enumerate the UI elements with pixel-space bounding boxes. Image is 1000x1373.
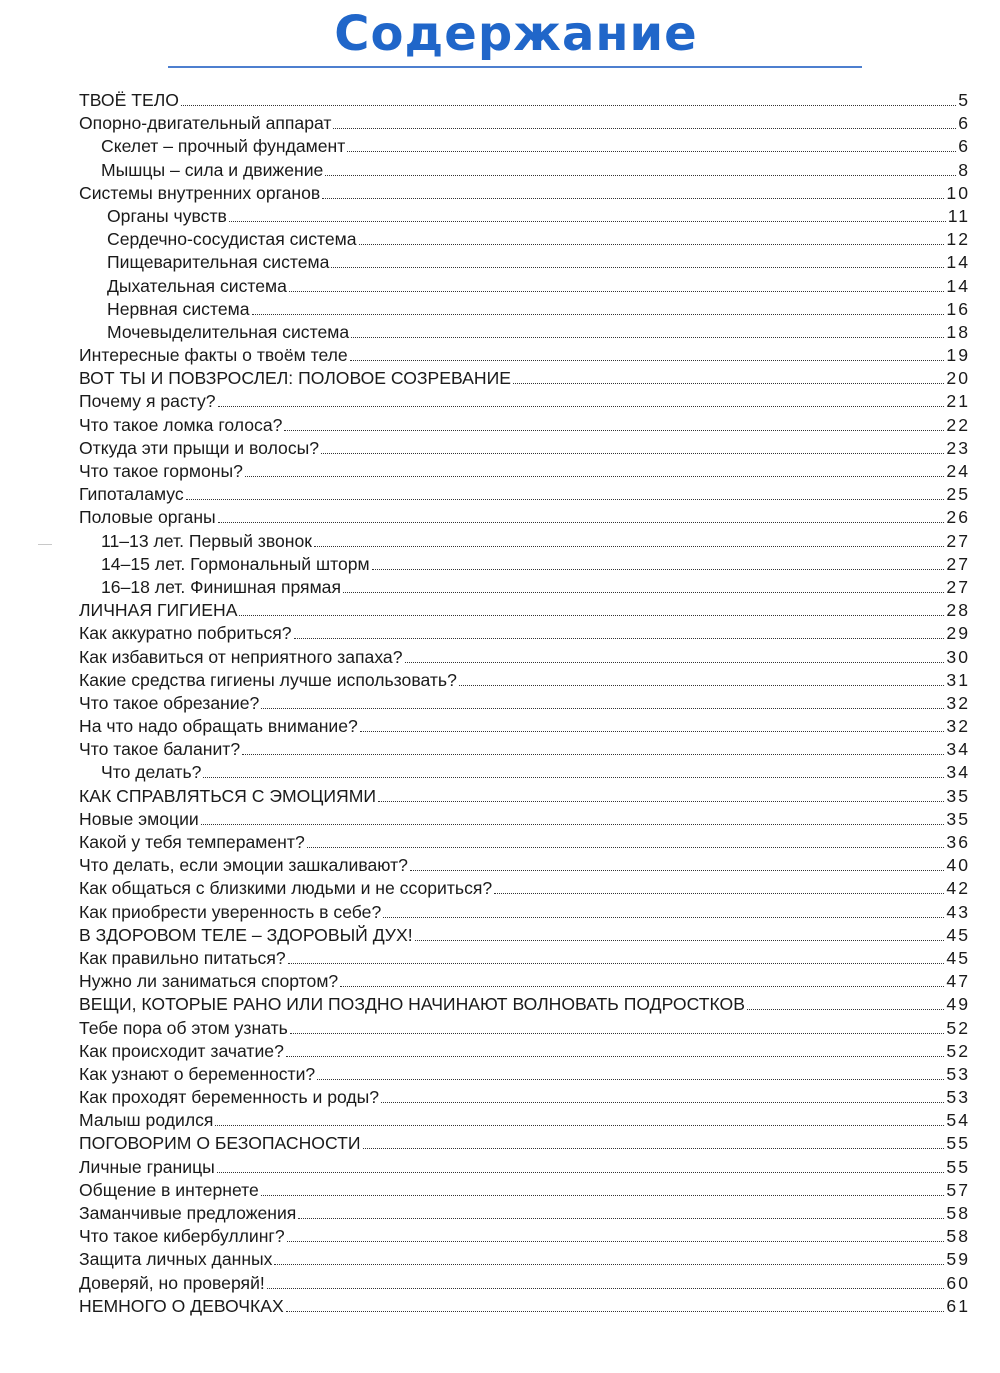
- dot-leader: [314, 546, 944, 547]
- dot-leader: [284, 430, 944, 431]
- toc-entry-page-number: 52: [946, 1040, 970, 1061]
- toc-entry-title: ЛИЧНАЯ ГИГИЕНА: [79, 600, 238, 621]
- toc-entry-page-number: 28: [946, 600, 970, 621]
- dot-leader: [217, 1172, 945, 1173]
- dot-leader: [317, 1079, 944, 1080]
- toc-entry-page-number: 11: [947, 205, 970, 226]
- toc-entry-title: Опорно-двигательный аппарат: [79, 113, 332, 134]
- toc-entry[interactable]: [79, 344, 968, 367]
- toc-entry[interactable]: [79, 970, 968, 993]
- toc-entry-page-number: 45: [946, 947, 970, 968]
- toc-entry-title: КАК СПРАВЛЯТЬСЯ С ЭМОЦИЯМИ: [79, 785, 377, 806]
- dot-leader: [307, 847, 945, 848]
- toc-entry-title: Что делать, если эмоции зашкаливают?: [79, 855, 408, 876]
- toc-entry[interactable]: [79, 205, 968, 228]
- dot-leader: [261, 1195, 945, 1196]
- toc-entry-title: Половые органы: [79, 507, 216, 528]
- toc-entry-page-number: 16: [946, 298, 970, 319]
- toc-entry-title: Личные границы: [79, 1156, 215, 1177]
- toc-entry-title: Органы чувств: [107, 205, 227, 226]
- toc-entry-page-number: 34: [946, 739, 970, 760]
- toc-entry[interactable]: [79, 390, 968, 413]
- toc-entry-page-number: 36: [946, 832, 970, 852]
- toc-entry-page-number: 14: [946, 252, 970, 273]
- toc-entry[interactable]: [79, 576, 968, 599]
- scan-mark: [38, 544, 52, 545]
- toc-entry-title: Что такое ломка голоса?: [79, 414, 283, 435]
- dot-leader: [288, 963, 945, 964]
- toc-entry-title: Как аккуратно побриться?: [79, 623, 292, 644]
- toc-entry[interactable]: [79, 367, 968, 390]
- toc-entry-title: Какие средства гигиены лучше использовать?: [79, 669, 457, 690]
- toc-entry-page-number: 5: [958, 90, 970, 110]
- toc-entry-title: Как проходят беременность и роды?: [79, 1087, 380, 1108]
- dot-leader: [360, 731, 945, 732]
- dot-leader: [245, 476, 945, 477]
- toc-entry-title: Как общаться с близкими людьми и не ссориться?: [79, 878, 493, 899]
- toc-entry-page-number: 59: [946, 1249, 970, 1270]
- toc-entry-page-number: 31: [946, 669, 970, 690]
- toc-entry-page-number: 60: [946, 1272, 970, 1293]
- toc-entry-page-number: 32: [946, 692, 970, 713]
- toc-entry-title: Новые эмоции: [79, 808, 199, 829]
- toc-entry[interactable]: [79, 553, 968, 576]
- toc-entry-title: Нервная система: [107, 298, 250, 319]
- toc-entry-title: Заманчивые предложения: [79, 1203, 297, 1223]
- toc-entry-page-number: 21: [946, 391, 970, 412]
- toc-entry[interactable]: [79, 321, 968, 344]
- toc-entry-page-number: 22: [946, 414, 970, 435]
- toc-entry-page-number: 10: [946, 182, 970, 203]
- toc-entry[interactable]: [79, 135, 968, 158]
- toc-entry-title: Пищеварительная система: [107, 252, 330, 273]
- dot-leader: [261, 708, 944, 709]
- toc-entry-title: Как узнают о беременности?: [79, 1063, 316, 1084]
- toc-entry[interactable]: [79, 993, 968, 1016]
- dot-leader: [239, 615, 944, 616]
- dot-leader: [410, 870, 944, 871]
- toc-entry-page-number: 43: [946, 901, 970, 922]
- toc-entry-page-number: 23: [946, 437, 970, 458]
- toc-entry-page-number: 35: [946, 808, 970, 829]
- toc-entry[interactable]: [79, 1040, 968, 1063]
- toc-entry[interactable]: [79, 89, 968, 112]
- toc-entry[interactable]: [79, 437, 968, 460]
- page-title: Содержание: [334, 6, 698, 62]
- toc-entry-title: Как избавиться от неприятного запаха?: [79, 646, 403, 667]
- toc-entry-title: Что такое обрезание?: [79, 692, 260, 713]
- dot-leader: [290, 1033, 945, 1034]
- toc-entry-title: Сердечно-сосудистая система: [107, 229, 357, 250]
- toc-entry[interactable]: [79, 877, 968, 900]
- toc-entry[interactable]: [79, 182, 968, 205]
- toc-entry-title: 11–13 лет. Первый звонок: [101, 530, 312, 551]
- toc-entry-page-number: 30: [946, 646, 970, 667]
- toc-entry-title: Мочевыделительная система: [107, 321, 350, 342]
- dot-leader: [363, 1148, 945, 1149]
- dot-leader: [322, 198, 944, 199]
- toc-entry[interactable]: [79, 715, 968, 738]
- toc-entry-title: Какой у тебя темперамент?: [79, 832, 305, 852]
- toc-entry[interactable]: [79, 1295, 968, 1318]
- dot-leader: [242, 754, 944, 755]
- toc-entry[interactable]: [79, 414, 968, 437]
- toc-entry[interactable]: [79, 506, 968, 529]
- toc-entry[interactable]: [79, 785, 968, 808]
- dot-leader: [494, 893, 944, 894]
- dot-leader: [215, 1125, 944, 1126]
- toc-entry-title: Доверяй, но проверяй!: [79, 1272, 265, 1293]
- toc-entry-title: На что надо обращать внимание?: [79, 716, 358, 737]
- dot-leader: [321, 453, 944, 454]
- toc-entry-title: Что такое гормоны?: [79, 461, 243, 481]
- toc-entry-page-number: 24: [946, 461, 970, 481]
- toc-entry-title: Системы внутренних органов: [79, 182, 321, 203]
- toc-entry[interactable]: [79, 275, 968, 298]
- toc-entry[interactable]: [79, 692, 968, 715]
- toc-entry-page-number: 20: [946, 368, 970, 389]
- toc-entry-page-number: 32: [946, 716, 970, 737]
- toc-entry-page-number: 53: [946, 1087, 970, 1108]
- toc-entry-title: Что такое кибербуллинг?: [79, 1226, 285, 1247]
- toc-entry-title: Скелет – прочный фундамент: [101, 136, 346, 157]
- toc-entry-title: ТВОЁ ТЕЛО: [79, 90, 179, 110]
- dot-leader: [372, 569, 945, 570]
- dot-leader: [218, 406, 945, 407]
- toc-entry[interactable]: [79, 1225, 968, 1248]
- toc-entry[interactable]: [79, 1179, 968, 1202]
- dot-leader: [286, 1056, 945, 1057]
- dot-leader: [378, 801, 944, 802]
- toc-entry[interactable]: [79, 1063, 968, 1086]
- toc-entry-title: Нужно ли заниматься спортом?: [79, 971, 339, 992]
- toc-entry[interactable]: [79, 159, 968, 182]
- toc-entry[interactable]: [79, 112, 968, 135]
- toc-entry-title: Что делать?: [101, 762, 202, 783]
- dot-leader: [287, 1241, 945, 1242]
- dot-leader: [415, 940, 945, 941]
- toc-entry-title: Интересные факты о твоём теле: [79, 345, 348, 366]
- toc-entry-title: Тебе пора об этом узнать: [79, 1017, 288, 1038]
- dot-leader: [289, 291, 945, 292]
- toc-entry[interactable]: [79, 1017, 968, 1040]
- toc-entry[interactable]: [79, 460, 968, 483]
- toc-entry[interactable]: [79, 947, 968, 970]
- toc-entry[interactable]: [79, 530, 968, 553]
- toc-entry[interactable]: [79, 738, 968, 761]
- dot-leader: [350, 360, 945, 361]
- toc-entry-page-number: 55: [946, 1133, 970, 1154]
- dot-leader: [229, 221, 946, 222]
- dot-leader: [186, 499, 945, 500]
- toc-entry-title: ВОТ ТЫ И ПОВЗРОСЛЕЛ: ПОЛОВОЕ СОЗРЕВАНИЕ: [79, 368, 511, 389]
- dot-leader: [340, 986, 944, 987]
- toc-entry-page-number: 27: [946, 553, 970, 574]
- toc-entry-page-number: 6: [958, 113, 970, 134]
- toc-entry-page-number: 55: [946, 1156, 970, 1177]
- table-of-contents: [79, 89, 968, 1318]
- dot-leader: [359, 244, 945, 245]
- toc-entry-page-number: 8: [958, 159, 970, 180]
- toc-entry-title: НЕМНОГО О ДЕВОЧКАХ: [79, 1295, 284, 1316]
- toc-entry-page-number: 18: [946, 321, 970, 342]
- toc-entry[interactable]: [79, 1109, 968, 1132]
- dot-leader: [747, 1009, 944, 1010]
- toc-entry-page-number: 26: [946, 507, 970, 528]
- toc-entry[interactable]: [79, 669, 968, 692]
- toc-entry[interactable]: [79, 854, 968, 877]
- dot-leader: [351, 337, 944, 338]
- dot-leader: [331, 267, 944, 268]
- toc-entry-page-number: 58: [946, 1226, 970, 1247]
- toc-entry-title: Малыш родился: [79, 1110, 214, 1131]
- toc-entry-page-number: 52: [946, 1017, 970, 1038]
- dot-leader: [333, 128, 956, 129]
- toc-entry-page-number: 61: [946, 1295, 970, 1316]
- dot-leader: [201, 824, 945, 825]
- dot-leader: [294, 638, 945, 639]
- toc-entry[interactable]: [79, 1272, 968, 1295]
- toc-entry-title: Почему я расту?: [79, 391, 216, 412]
- toc-entry[interactable]: [79, 1156, 968, 1179]
- toc-entry-title: Гипоталамус: [79, 484, 184, 505]
- dot-leader: [405, 662, 945, 663]
- dot-leader: [203, 777, 944, 778]
- toc-entry-page-number: 40: [946, 855, 970, 876]
- toc-entry-title: Как приобрести уверенность в себе?: [79, 901, 382, 922]
- toc-entry-page-number: 14: [946, 275, 970, 296]
- toc-entry[interactable]: [79, 808, 968, 831]
- toc-entry-page-number: 25: [946, 484, 970, 505]
- toc-entry[interactable]: [79, 622, 968, 645]
- toc-entry-title: Откуда эти прыщи и волосы?: [79, 437, 320, 458]
- toc-entry-page-number: 29: [946, 623, 970, 644]
- toc-entry[interactable]: [79, 1086, 968, 1109]
- toc-entry[interactable]: [79, 1202, 968, 1225]
- toc-entry-title: 16–18 лет. Финишная прямая: [101, 576, 341, 597]
- toc-entry[interactable]: [79, 251, 968, 274]
- dot-leader: [347, 151, 956, 152]
- toc-entry[interactable]: [79, 761, 968, 784]
- toc-entry-page-number: 35: [946, 785, 970, 806]
- dot-leader: [325, 175, 956, 176]
- dot-leader: [218, 522, 945, 523]
- toc-entry[interactable]: [79, 483, 968, 506]
- dot-leader: [298, 1218, 944, 1219]
- dot-leader: [181, 105, 956, 106]
- dot-leader: [343, 592, 944, 593]
- toc-entry-page-number: 27: [946, 576, 970, 597]
- dot-leader: [286, 1311, 945, 1312]
- toc-entry[interactable]: [79, 924, 968, 947]
- toc-entry-title: Защита личных данных: [79, 1249, 273, 1270]
- toc-entry-page-number: 54: [946, 1110, 970, 1131]
- dot-leader: [459, 685, 945, 686]
- toc-entry-page-number: 47: [946, 971, 970, 992]
- dot-leader: [381, 1102, 944, 1103]
- toc-entry[interactable]: [79, 298, 968, 321]
- toc-entry[interactable]: [79, 1248, 968, 1271]
- dot-leader: [274, 1264, 944, 1265]
- toc-entry-title: Дыхательная система: [107, 275, 287, 296]
- toc-entry-title: Общение в интернете: [79, 1179, 259, 1200]
- toc-entry-title: Мышцы – сила и движение: [101, 159, 324, 180]
- title-underline: [168, 66, 862, 68]
- toc-entry-page-number: 6: [958, 136, 970, 157]
- toc-entry[interactable]: [79, 831, 968, 854]
- toc-entry-page-number: 34: [946, 762, 970, 783]
- toc-entry-title: ПОГОВОРИМ О БЕЗОПАСНОСТИ: [79, 1133, 361, 1154]
- toc-entry-page-number: 53: [946, 1063, 970, 1084]
- toc-entry-title: В ЗДОРОВОМ ТЕЛЕ – ЗДОРОВЫЙ ДУХ!: [79, 924, 413, 945]
- toc-entry[interactable]: [79, 228, 968, 251]
- toc-entry-title: 14–15 лет. Гормональный шторм: [101, 553, 370, 574]
- toc-entry-page-number: 45: [946, 924, 970, 945]
- toc-entry-page-number: 42: [946, 878, 970, 899]
- toc-entry-page-number: 19: [946, 345, 970, 366]
- toc-entry[interactable]: [79, 646, 968, 669]
- toc-entry-title: Что такое баланит?: [79, 739, 241, 760]
- dot-leader: [267, 1288, 945, 1289]
- dot-leader: [383, 917, 944, 918]
- toc-entry-title: Как правильно питаться?: [79, 947, 286, 968]
- toc-entry[interactable]: [79, 599, 968, 622]
- toc-entry-page-number: 12: [946, 229, 970, 250]
- dot-leader: [252, 314, 945, 315]
- toc-entry-page-number: 49: [946, 994, 970, 1015]
- toc-entry-title: ВЕЩИ, КОТОРЫЕ РАНО ИЛИ ПОЗДНО НАЧИНАЮТ ВОЛНОВАТЬ ПОДРОСТКОВ: [79, 994, 745, 1015]
- toc-entry-page-number: 57: [946, 1179, 970, 1200]
- toc-entry[interactable]: [79, 901, 968, 924]
- toc-entry-page-number: 27: [946, 530, 970, 551]
- dot-leader: [513, 383, 944, 384]
- toc-entry-title: Как происходит зачатие?: [79, 1040, 284, 1061]
- toc-entry[interactable]: [79, 1132, 968, 1155]
- toc-entry-page-number: 58: [946, 1203, 970, 1223]
